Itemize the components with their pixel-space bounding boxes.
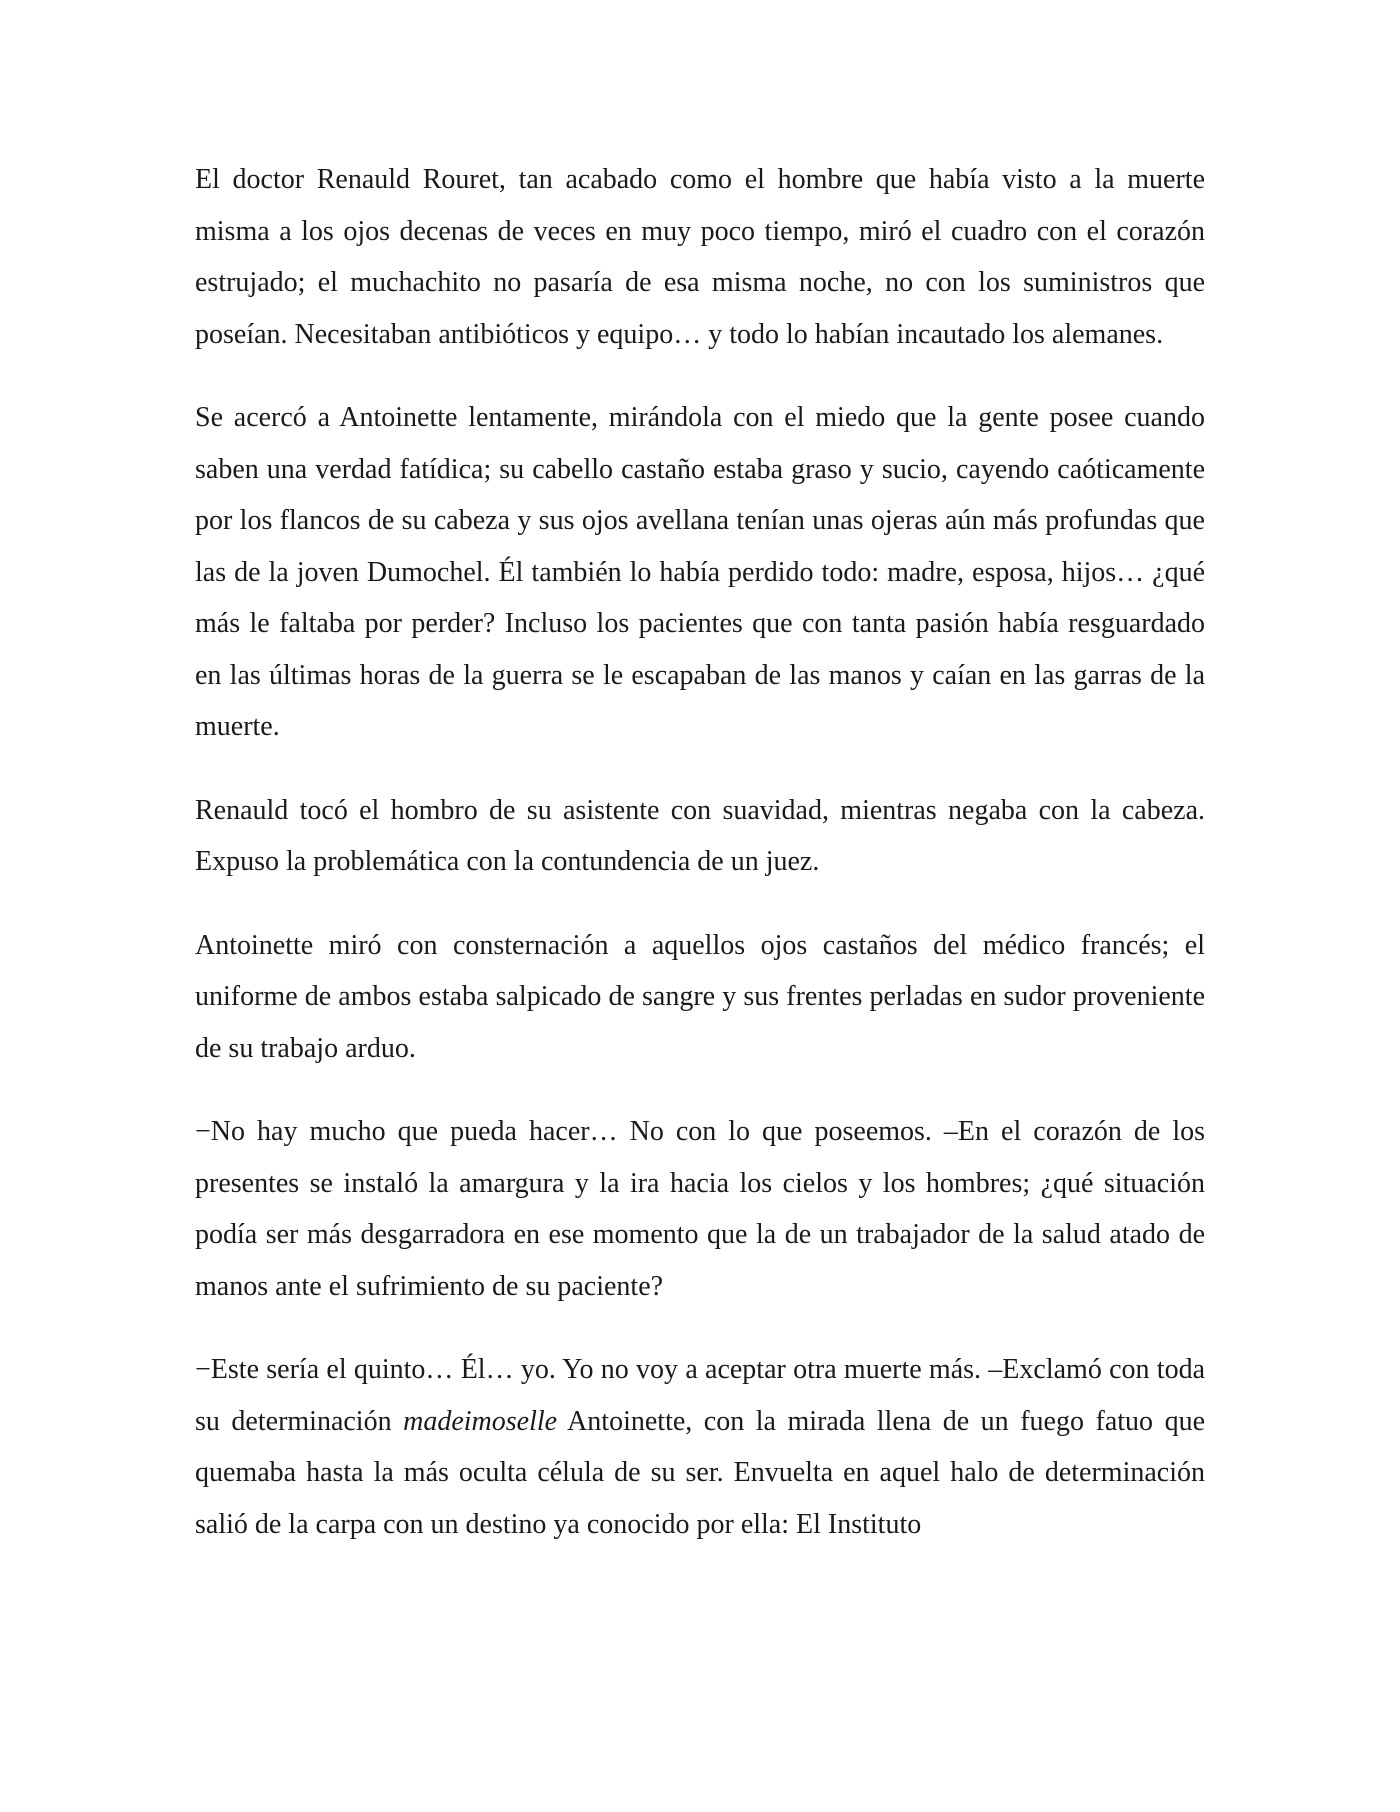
paragraph-1: El doctor Renauld Rouret, tan acabado como el hombre que había visto a la muerte misma a los ojos decenas de veces en muy poco tiempo, miró el cuadro con el corazón estrujado; el muchachito no pasaría de esa misma noche, no con los suministros que poseían. Necesitaban antibióticos y equipo… y todo lo habían incautado los alemanes. bbox=[195, 164, 1205, 350]
paragraph-3: Renauld tocó el hombro de su asistente con suavidad, mientras negaba con la cabeza. Expuso la problemática con la contundencia de un juez. bbox=[195, 794, 1205, 877]
paragraph-5: −No hay mucho que pueda hacer… No con lo que poseemos. –En el corazón de los presentes se instaló la amargura y la ira hacia los cielos y los hombres; ¿qué situación podía ser más desgarradora en ese momento que la de un trabajador de la salud atado de manos ante el sufrimiento de su paciente? bbox=[195, 1116, 1205, 1302]
paragraph-6-text-end: Antoinette, con la mirada llena de un fuego fatuo que quemaba hasta la más oculta célula de su ser. Envuelta en aquel halo de determinación salió de la carpa con un destino ya conocido por ella: El Instituto bbox=[195, 1405, 1205, 1540]
paragraph-6 bbox=[195, 1344, 1205, 1550]
document-page bbox=[195, 154, 1205, 1550]
paragraph-6-text-start: −Este sería el quinto… Él… yo. Yo no voy a aceptar otra muerte más. –Exclamó con toda su determinación bbox=[195, 1354, 1205, 1437]
paragraph-4: Antoinette miró con consternación a aquellos ojos castaños del médico francés; el uniforme de ambos estaba salpicado de sangre y sus frentes perladas en sudor proveniente de su trabajo arduo. bbox=[195, 929, 1205, 1064]
italic-word: madeimoselle bbox=[403, 1405, 558, 1437]
paragraph-2: Se acercó a Antoinette lentamente, mirándola con el miedo que la gente posee cuando saben una verdad fatídica; su cabello castaño estaba graso y sucio, cayendo caóticamente por los flancos de su cabeza y sus ojos avellana tenían unas ojeras aún más profundas que las de la joven Dumochel. Él también lo había perdido todo: madre, esposa, hijos… ¿qué más le faltaba por perder? Incluso los pacientes que con tanta pasión había resguardado en las últimas horas de la guerra se le escapaban de las manos y caían en las garras de la muerte. bbox=[195, 402, 1205, 742]
